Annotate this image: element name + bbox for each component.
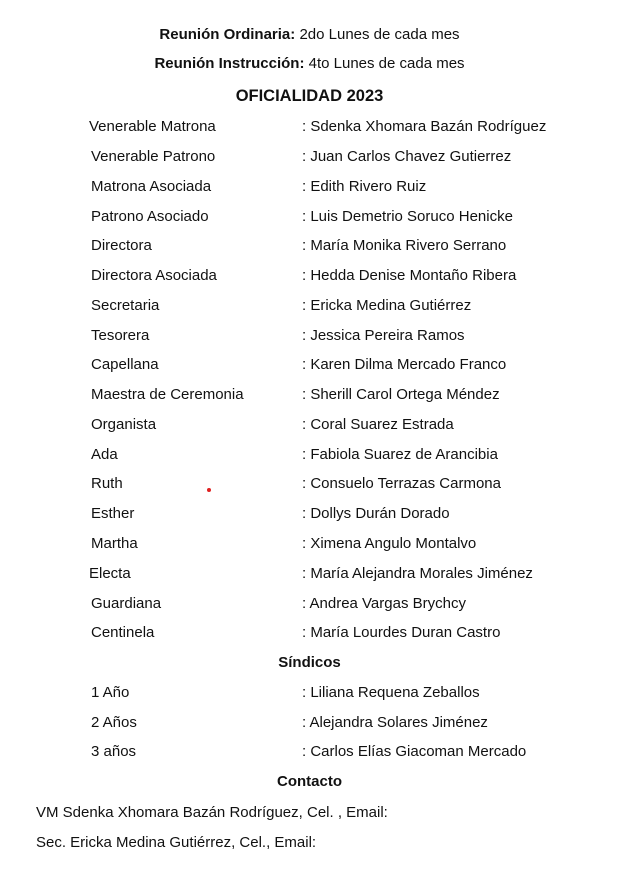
officer-row [0, 355, 619, 375]
page-title: OFICIALIDAD 2023 [235, 87, 384, 105]
officer-name: : Sherill Carol Ortega Méndez [302, 386, 500, 403]
officer-role: Venerable Patrono [91, 148, 216, 165]
instruction-meeting-value: 4to Lunes de cada mes [308, 55, 465, 72]
officer-role: Organista [91, 416, 157, 433]
officer-row [0, 296, 619, 316]
officer-row [0, 117, 619, 137]
contact-line-vm: VM Sdenka Xhomara Bazán Rodríguez, Cel. , Email: [36, 804, 388, 821]
officer-row [0, 445, 619, 465]
officer-role: Ada [91, 446, 118, 463]
officer-name: : María Monika Rivero Serrano [302, 237, 507, 254]
ordinary-meeting-label: Reunión Ordinaria: [159, 26, 296, 43]
contact-line-secretary: Sec. Ericka Medina Gutiérrez, Cel., Email: [36, 834, 317, 851]
officer-name: : María Lourdes Duran Castro [302, 624, 501, 641]
officer-name: : Jessica Pereira Ramos [302, 327, 465, 344]
officer-role: Matrona Asociada [91, 178, 212, 195]
officer-row [0, 385, 619, 405]
officer-row [0, 594, 619, 614]
sindico-term: 2 Años [91, 714, 137, 731]
officer-role: Guardiana [91, 595, 162, 612]
officer-name: : Juan Carlos Chavez Gutierrez [302, 148, 512, 165]
ordinary-meeting-value: 2do Lunes de cada mes [299, 26, 460, 43]
officer-name: : Fabiola Suarez de Arancibia [302, 446, 498, 463]
officer-role: Directora [91, 237, 152, 254]
officer-role: Capellana [91, 356, 159, 373]
officer-name: : Consuelo Terrazas Carmona [302, 475, 501, 492]
officer-name: : Ximena Angulo Montalvo [302, 535, 477, 552]
sindico-row [0, 683, 619, 703]
contact-heading: Contacto [277, 773, 342, 790]
officer-row [0, 236, 619, 256]
officer-role: Directora Asociada [91, 267, 217, 284]
red-dot-mark [207, 488, 211, 492]
officer-role: Venerable Matrona [89, 118, 216, 135]
officer-name: : Luis Demetrio Soruco Henicke [302, 208, 513, 225]
officer-name: : Karen Dilma Mercado Franco [302, 356, 507, 373]
sindico-name: : Carlos Elías Giacoman Mercado [302, 743, 527, 760]
sindico-term: 1 Año [91, 684, 130, 701]
instruction-meeting-label: Reunión Instrucción: [154, 55, 305, 72]
officer-row [0, 147, 619, 167]
officer-row [0, 326, 619, 346]
officer-row [0, 623, 619, 643]
officer-role: Electa [89, 565, 131, 582]
officer-role: Esther [91, 505, 135, 522]
officer-role: Patrono Asociado [91, 208, 209, 225]
officer-row [0, 474, 619, 494]
sindico-row [0, 713, 619, 733]
officer-row [0, 504, 619, 524]
officer-row [0, 415, 619, 435]
officer-name: : María Alejandra Morales Jiménez [302, 565, 533, 582]
officer-role: Martha [91, 535, 138, 552]
officer-name: : Ericka Medina Gutiérrez [302, 297, 472, 314]
officer-name: : Edith Rivero Ruiz [302, 178, 427, 195]
officer-role: Secretaria [91, 297, 160, 314]
officer-role: Centinela [91, 624, 155, 641]
officer-name: : Coral Suarez Estrada [302, 416, 454, 433]
officer-row [0, 534, 619, 554]
sindico-name: : Alejandra Solares Jiménez [302, 714, 488, 731]
officer-role: Ruth [91, 475, 123, 492]
officer-name: : Sdenka Xhomara Bazán Rodríguez [302, 118, 547, 135]
officer-row [0, 177, 619, 197]
officer-role: Tesorera [91, 327, 150, 344]
ordinary-meeting-line [0, 26, 619, 44]
sindico-term: 3 años [91, 743, 137, 760]
officer-row [0, 564, 619, 584]
officer-row [0, 266, 619, 286]
sindico-name: : Liliana Requena Zeballos [302, 684, 480, 701]
officer-name: : Dollys Durán Dorado [302, 505, 450, 522]
officer-role: Maestra de Ceremonia [91, 386, 244, 403]
officer-name: : Hedda Denise Montaño Ribera [302, 267, 517, 284]
instruction-meeting-line [0, 55, 619, 73]
sindico-row [0, 742, 619, 762]
officer-name: : Andrea Vargas Brychcy [302, 595, 466, 612]
officer-row [0, 207, 619, 227]
sindicos-heading: Síndicos [278, 654, 341, 671]
